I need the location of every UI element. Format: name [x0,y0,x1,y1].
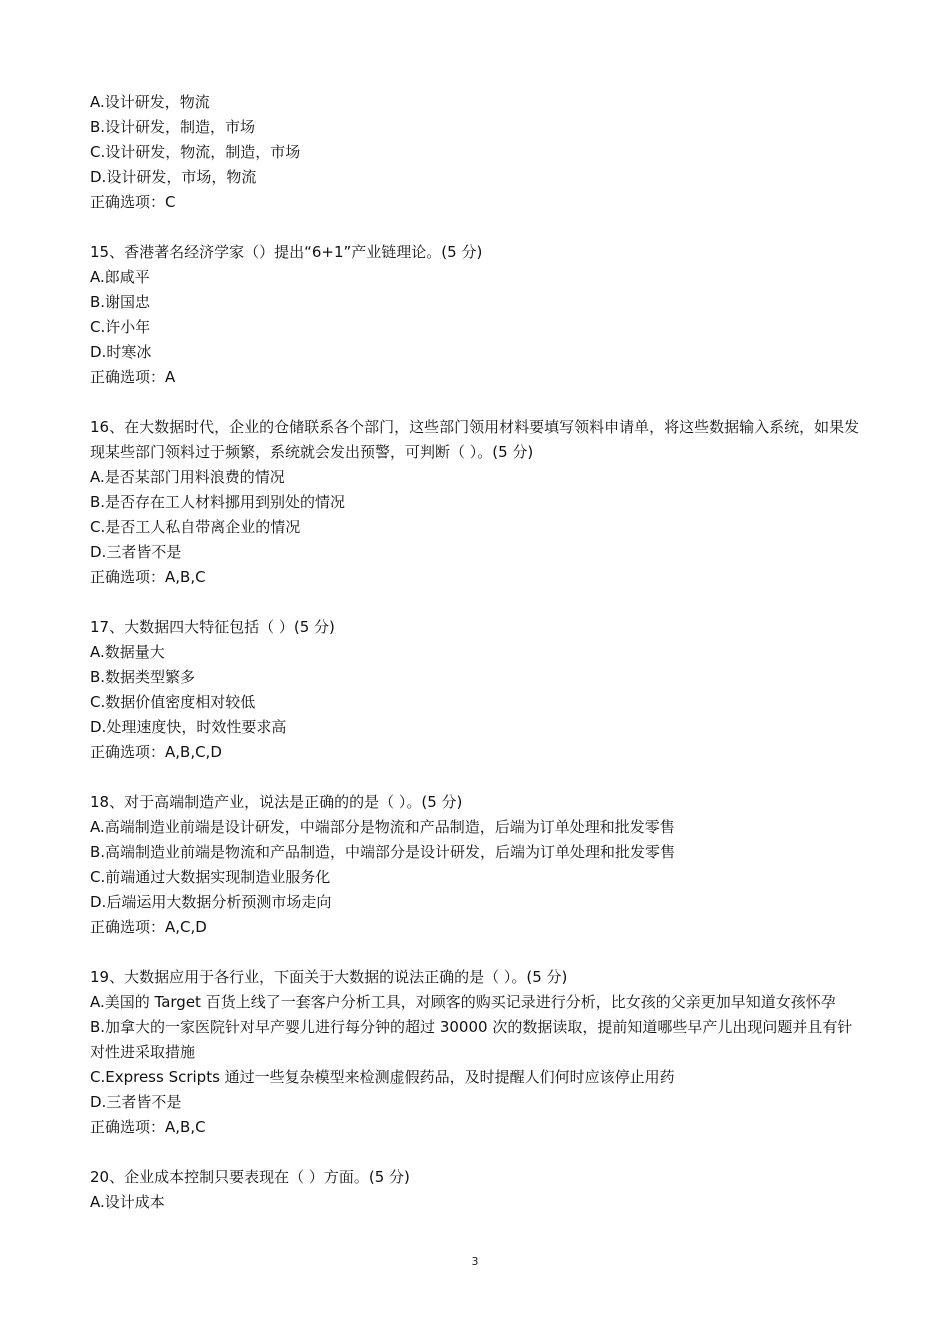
answer-option: D.三者皆不是 [90,543,182,561]
answer-option: A.设计研发，物流 [90,93,210,111]
answer-option: C.前端通过大数据实现制造业服务化 [90,868,331,886]
answer-option: B.数据类型繁多 [90,668,196,686]
answer-option: D.后端运用大数据分析预测市场走向 [90,893,332,911]
answer-option: A.美国的 Target 百货上线了一套客户分析工具，对顾客的购买记录进行分析，比女孩的父亲更加早知道女孩怀孕 [90,993,836,1011]
answer-option: A.数据量大 [90,643,165,661]
question-text: 16、在大数据时代，企业的仓储联系各个部门，这些部门领用材料要填写领料申请单，将这些数据输入系统，如果发现某些部门领料过于频繁，系统就会发出预警，可判断（ ）。(5 分) [90,418,860,461]
question-block [90,415,865,590]
answer-option: B.高端制造业前端是物流和产品制造，中端部分是设计研发，后端为订单处理和批发零售 [90,843,676,861]
answer-option: B.是否存在工人材料挪用到别处的情况 [90,493,346,511]
correct-answer: 正确选项：A,C,D [90,918,207,936]
question-block [90,1165,865,1215]
answer-option: D.处理速度快，时效性要求高 [90,718,287,736]
correct-answer: 正确选项：A,B,C [90,568,206,586]
question-block [90,790,865,940]
answer-option: C.Express Scripts 通过一些复杂模型来检测虚假药品，及时提醒人们何时应该停止用药 [90,1068,675,1086]
question-block [90,615,865,765]
answer-option: B.加拿大的一家医院针对早产婴儿进行每分钟的超过 30000 次的数据读取，提前知道哪些早产儿出现问题并且有针对性进采取措施 [90,1018,853,1061]
page-number: 3 [471,1255,479,1268]
answer-option: C.设计研发，物流，制造，市场 [90,143,301,161]
answer-option: C.数据价值密度相对较低 [90,693,256,711]
correct-answer: 正确选项：A [90,368,176,386]
question-block [90,965,865,1140]
question-text: 20、企业成本控制只要表现在（ ）方面。(5 分) [90,1168,410,1186]
question-block [90,90,865,215]
question-text: 18、对于高端制造产业，说法是正确的的是（ ）。(5 分) [90,793,463,811]
correct-answer: 正确选项：A,B,C,D [90,743,222,761]
answer-option: A.高端制造业前端是设计研发，中端部分是物流和产品制造，后端为订单处理和批发零售 [90,818,675,836]
question-text: 19、大数据应用于各行业，下面关于大数据的说法正确的是（ ）。(5 分) [90,968,568,986]
correct-answer: 正确选项：A,B,C [90,1118,206,1136]
answer-option: C.许小年 [90,318,151,336]
answer-option: B.设计研发，制造，市场 [90,118,256,136]
answer-option: D.三者皆不是 [90,1093,182,1111]
answer-option: A.是否某部门用料浪费的情况 [90,468,285,486]
answer-option: D.设计研发，市场，物流 [90,168,257,186]
answer-option: B.谢国忠 [90,293,151,311]
answer-option: A.郎咸平 [90,268,150,286]
question-list [90,90,865,1215]
answer-option: D.时寒冰 [90,343,152,361]
answer-option: C.是否工人私自带离企业的情况 [90,518,301,536]
correct-answer: 正确选项：C [90,193,176,211]
answer-option: A.设计成本 [90,1193,165,1211]
question-text: 15、香港著名经济学家（）提出“6+1”产业链理论。(5 分) [90,243,483,261]
question-block [90,240,865,390]
question-text: 17、大数据四大特征包括（ ）(5 分) [90,618,335,636]
